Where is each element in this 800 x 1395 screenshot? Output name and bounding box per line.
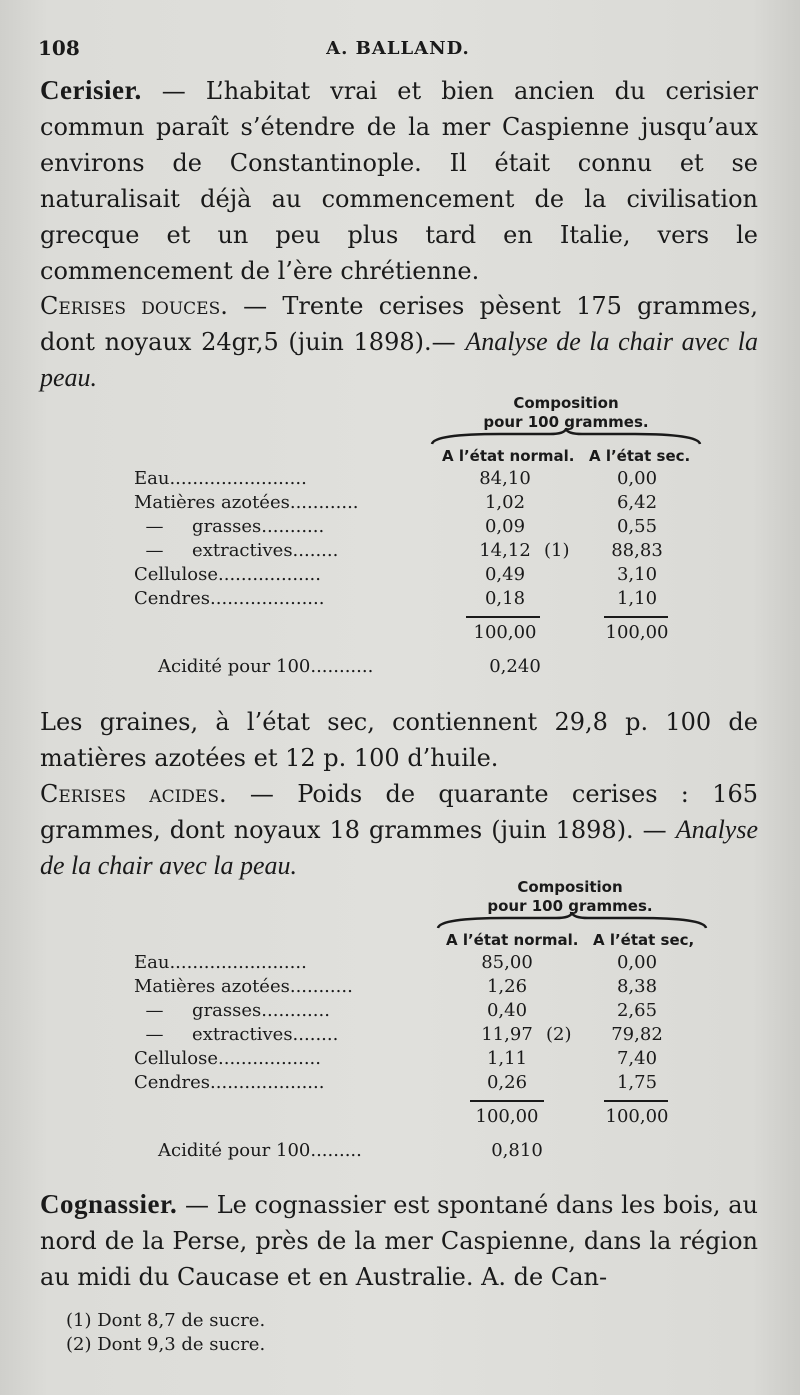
value-normal: 85,00	[481, 952, 533, 973]
value-normal: 84,10	[479, 468, 531, 489]
cognassier-heading: Cognassier.	[40, 1189, 178, 1219]
value-normal: 0,18	[484, 588, 526, 609]
page-number: 108	[38, 36, 80, 60]
table2-title-line1: Composition	[517, 878, 623, 896]
value-sec: 2,65	[616, 1000, 658, 1021]
douces-paragraph	[40, 288, 758, 396]
acides-paragraph	[40, 776, 758, 884]
table2-brace	[436, 912, 708, 930]
acides-italic: Analyse de la chair avec la peau.	[40, 815, 758, 880]
table2-acidite-value: 0,810	[491, 1140, 543, 1161]
row-label: Cendres....................	[134, 1072, 325, 1093]
value-sec: 7,40	[616, 1048, 658, 1069]
table2-title	[440, 878, 700, 916]
value-sec: 0,00	[616, 952, 658, 973]
table-row	[0, 492, 800, 516]
table-row	[0, 468, 800, 492]
table2-col-normal: A l’état normal.	[446, 931, 579, 949]
row-label: Matières azotées...........	[134, 976, 353, 997]
value-sec: 3,10	[616, 564, 658, 585]
table1-total-rule-normal	[466, 616, 540, 618]
table1-total-row	[0, 622, 800, 646]
table1-total-sec: 100,00	[605, 622, 669, 643]
table-row	[0, 1048, 800, 1072]
cerisier-text: — L’habitat vrai et bien ancien du cerisier commun paraît s’étendre de la mer Caspienne jusqu’aux environs de Constantinople. Il était connu et se naturalisait déjà au commencement de la civilisation grecque et un peu plus tard en Italie, vers le commencement de l’ère chrétienne.	[40, 77, 758, 285]
cerisier-paragraph	[40, 72, 758, 289]
table1-total-rule-sec	[604, 616, 668, 618]
table2-acidite-row	[0, 1140, 800, 1164]
table1-brace	[430, 428, 702, 446]
douces-italic: Analyse de la chair avec la peau.	[40, 327, 758, 392]
running-head: A. BALLAND.	[326, 38, 470, 59]
value-normal: 1,11	[486, 1048, 528, 1069]
table2-total-sec: 100,00	[605, 1106, 669, 1127]
table-row	[0, 1024, 800, 1048]
table1-acidite-value: 0,240	[489, 656, 541, 677]
table-row	[0, 976, 800, 1000]
table1-title-line1: Composition	[513, 394, 619, 412]
table1-acidite-label: Acidité pour 100...........	[158, 656, 374, 677]
row-label: Eau........................	[134, 468, 307, 489]
cognassier-paragraph	[40, 1186, 758, 1295]
table2-title-line2: pour 100 grammes.	[487, 897, 653, 915]
footnote-ref: (1)	[544, 540, 570, 561]
table1-title	[436, 394, 696, 432]
graines-paragraph: Les graines, à l’état sec, contiennent 29,8 p. 100 de matières azotées et 12 p. 100 d’huile.	[40, 708, 758, 772]
table1-col-sec: A l’état sec.	[589, 447, 691, 465]
table2-acidite-label: Acidité pour 100.........	[158, 1140, 362, 1161]
value-sec: 1,75	[616, 1072, 658, 1093]
value-normal: 11,97	[481, 1024, 533, 1045]
value-sec: 6,42	[616, 492, 658, 513]
row-label: Cellulose..................	[134, 1048, 322, 1069]
douces-heading: Cerises douces.	[40, 292, 228, 320]
value-normal: 1,26	[486, 976, 528, 997]
value-normal: 0,49	[484, 564, 526, 585]
douces-text: — Trente cerises pèsent 175 grammes, dont noyaux 24gr,5 (juin 1898).—	[40, 292, 758, 356]
table2-total-row	[0, 1106, 800, 1130]
value-normal: 1,02	[484, 492, 526, 513]
row-label: — extractives........	[134, 540, 339, 561]
row-label: Cellulose..................	[134, 564, 322, 585]
value-normal: 0,09	[484, 516, 526, 537]
footnote-1: (1) Dont 8,7 de sucre.	[66, 1310, 266, 1331]
acides-text: — Poids de quarante cerises : 165 grammes, dont noyaux 18 grammes (juin 1898). —	[40, 780, 758, 844]
table2-total-rule-normal	[470, 1100, 544, 1102]
value-normal: 14,12	[479, 540, 531, 561]
footnote-ref: (2)	[546, 1024, 572, 1045]
page-header	[38, 36, 758, 64]
value-normal: 0,40	[486, 1000, 528, 1021]
table-row	[0, 1000, 800, 1024]
row-label: — grasses...........	[134, 516, 325, 537]
table2-col-sec: A l’état sec,	[593, 931, 695, 949]
value-sec: 0,55	[616, 516, 658, 537]
table-row	[0, 540, 800, 564]
row-label: Cendres....................	[134, 588, 325, 609]
table2-total-normal: 100,00	[475, 1106, 539, 1127]
row-label: Matières azotées............	[134, 492, 359, 513]
value-sec: 8,38	[616, 976, 658, 997]
table1-acidite-row	[0, 656, 800, 680]
value-sec: 88,83	[611, 540, 663, 561]
table1-total-normal: 100,00	[473, 622, 537, 643]
table1-col-normal: A l’état normal.	[442, 447, 575, 465]
table-row	[0, 952, 800, 976]
table-row	[0, 564, 800, 588]
table-row	[0, 1072, 800, 1096]
value-sec: 0,00	[616, 468, 658, 489]
table2-total-rule-sec	[604, 1100, 668, 1102]
value-sec: 79,82	[611, 1024, 663, 1045]
row-label: Eau........................	[134, 952, 307, 973]
row-label: — extractives........	[134, 1024, 339, 1045]
value-sec: 1,10	[616, 588, 658, 609]
acides-heading: Cerises acides.	[40, 780, 227, 808]
table-row	[0, 516, 800, 540]
footnote-2: (2) Dont 9,3 de sucre.	[66, 1334, 266, 1355]
cerisier-heading: Cerisier.	[40, 75, 142, 105]
table-row	[0, 588, 800, 612]
table1-title-line2: pour 100 grammes.	[483, 413, 649, 431]
value-normal: 0,26	[486, 1072, 528, 1093]
cognassier-text: — Le cognassier est spontané dans les bois, au nord de la Perse, près de la mer Caspienne, dans la région au midi du Caucase et en Australie. A. de Can-	[40, 1191, 758, 1291]
row-label: — grasses............	[134, 1000, 330, 1021]
